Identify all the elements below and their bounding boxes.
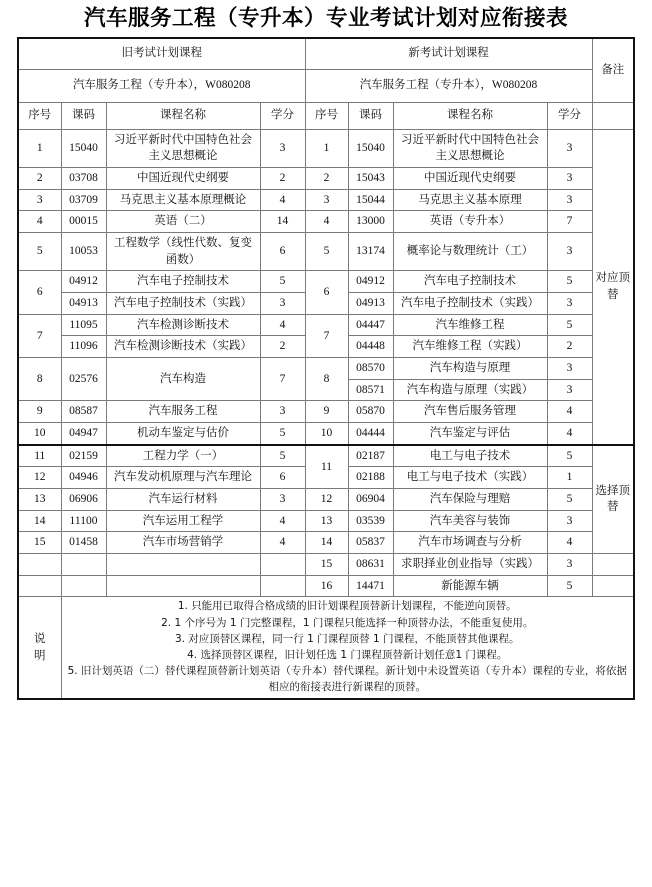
new-credit: 5 <box>547 314 592 336</box>
old-seq: 12 <box>18 467 61 489</box>
new-name: 求职择业创业指导（实践） <box>393 554 547 576</box>
old-seq: 3 <box>18 189 61 211</box>
old-code <box>61 575 106 597</box>
table-row <box>18 211 634 233</box>
new-name: 新能源车辆 <box>393 575 547 597</box>
new-credit: 3 <box>547 379 592 401</box>
remark-empty <box>592 575 634 597</box>
old-code: 02159 <box>61 445 106 467</box>
new-seq: 8 <box>305 358 348 401</box>
old-credit: 3 <box>260 129 305 167</box>
col-remark-spacer <box>592 102 634 129</box>
old-code: 06906 <box>61 489 106 511</box>
col-old-seq: 序号 <box>18 102 61 129</box>
table-row <box>18 575 634 597</box>
old-name: 汽车电子控制技术 <box>106 271 260 293</box>
old-credit: 3 <box>260 401 305 423</box>
col-new-credit: 学分 <box>547 102 592 129</box>
new-code: 04448 <box>348 336 393 358</box>
new-credit: 5 <box>547 489 592 511</box>
old-credit <box>260 554 305 576</box>
new-code: 08571 <box>348 379 393 401</box>
table-body <box>18 129 634 699</box>
old-code: 04912 <box>61 271 106 293</box>
old-credit: 4 <box>260 510 305 532</box>
old-name: 汽车检测诊断技术 <box>106 314 260 336</box>
new-credit: 3 <box>547 510 592 532</box>
new-seq: 3 <box>305 189 348 211</box>
table-row <box>18 129 634 167</box>
old-seq: 9 <box>18 401 61 423</box>
new-credit: 4 <box>547 532 592 554</box>
old-credit: 6 <box>260 467 305 489</box>
major-new: 汽车服务工程（专升本），W080208 <box>305 69 592 102</box>
old-credit: 14 <box>260 211 305 233</box>
old-seq <box>18 554 61 576</box>
old-name: 习近平新时代中国特色社会主义思想概论 <box>106 129 260 167</box>
table-row <box>18 271 634 293</box>
new-code: 15040 <box>348 129 393 167</box>
new-credit: 4 <box>547 423 592 445</box>
new-code: 02188 <box>348 467 393 489</box>
new-name: 汽车美容与装饰 <box>393 510 547 532</box>
old-name: 汽车构造 <box>106 358 260 401</box>
table-row <box>18 189 634 211</box>
new-seq: 4 <box>305 211 348 233</box>
old-code: 04947 <box>61 423 106 445</box>
old-code: 11100 <box>61 510 106 532</box>
old-name: 汽车服务工程 <box>106 401 260 423</box>
notes-label-char-2: 明 <box>34 649 46 662</box>
new-name: 中国近现代史纲要 <box>393 167 547 189</box>
new-credit: 3 <box>547 358 592 380</box>
old-credit: 4 <box>260 532 305 554</box>
old-seq: 1 <box>18 129 61 167</box>
col-old-code: 课码 <box>61 102 106 129</box>
new-credit: 3 <box>547 189 592 211</box>
notes-row <box>18 597 634 699</box>
new-name: 汽车构造与原理 <box>393 358 547 380</box>
new-seq: 5 <box>305 233 348 271</box>
old-code: 15040 <box>61 129 106 167</box>
new-code: 04913 <box>348 293 393 315</box>
table-row <box>18 510 634 532</box>
new-code: 08570 <box>348 358 393 380</box>
old-seq <box>18 575 61 597</box>
col-new-code: 课码 <box>348 102 393 129</box>
new-name: 电工与电子技术（实践） <box>393 467 547 489</box>
header-group-row <box>18 38 634 70</box>
new-name: 汽车维修工程 <box>393 314 547 336</box>
old-seq: 15 <box>18 532 61 554</box>
old-name: 汽车检测诊断技术（实践） <box>106 336 260 358</box>
new-credit: 3 <box>547 554 592 576</box>
old-seq: 14 <box>18 510 61 532</box>
header-major-row <box>18 69 634 102</box>
table-row <box>18 532 634 554</box>
header-old-plan: 旧考试计划课程 <box>18 38 305 70</box>
old-code: 11095 <box>61 314 106 336</box>
old-seq: 10 <box>18 423 61 445</box>
old-code: 01458 <box>61 532 106 554</box>
major-old: 汽车服务工程（专升本），W080208 <box>18 69 305 102</box>
table-row <box>18 233 634 271</box>
new-credit: 5 <box>547 445 592 467</box>
new-name: 汽车电子控制技术（实践） <box>393 293 547 315</box>
old-name: 汽车发动机原理与汽车理论 <box>106 467 260 489</box>
new-code: 14471 <box>348 575 393 597</box>
new-name: 英语（专升本） <box>393 211 547 233</box>
old-seq: 4 <box>18 211 61 233</box>
old-code: 10053 <box>61 233 106 271</box>
old-credit: 5 <box>260 271 305 293</box>
old-name: 工程数学（线性代数、复变函数） <box>106 233 260 271</box>
note-item: 2. 1 个序号为 1 门完整课程，1 门课程只能选择一种顶替办法，不能重复使用。 <box>161 616 534 629</box>
new-seq: 6 <box>305 271 348 314</box>
old-seq: 5 <box>18 233 61 271</box>
new-credit: 5 <box>547 271 592 293</box>
new-credit: 3 <box>547 293 592 315</box>
old-seq: 11 <box>18 445 61 467</box>
col-old-credit: 学分 <box>260 102 305 129</box>
old-credit <box>260 575 305 597</box>
col-new-seq: 序号 <box>305 102 348 129</box>
page-title: 汽车服务工程（专升本）专业考试计划对应衔接表 <box>83 6 568 30</box>
notes-body <box>61 597 634 699</box>
new-code: 04912 <box>348 271 393 293</box>
col-new-name: 课程名称 <box>393 102 547 129</box>
table-row <box>18 489 634 511</box>
new-code: 05870 <box>348 401 393 423</box>
new-seq: 7 <box>305 314 348 357</box>
old-name: 中国近现代史纲要 <box>106 167 260 189</box>
old-credit: 4 <box>260 314 305 336</box>
note-item: 5. 旧计划英语（二）替代课程顶替新计划英语（专升本）替代课程。新计划中未设置英语（专升本）课程的专业，将依据相应的衔接表进行新课程的顶替。 <box>67 665 627 693</box>
new-code: 15043 <box>348 167 393 189</box>
old-seq: 7 <box>18 314 61 357</box>
new-name: 汽车售后服务管理 <box>393 401 547 423</box>
note-item: 3. 对应顶替区课程，同一行 1 门课程顶替 1 门课程，不能顶替其他课程。 <box>174 632 520 645</box>
new-seq: 15 <box>305 554 348 576</box>
new-credit: 4 <box>547 401 592 423</box>
new-code: 13000 <box>348 211 393 233</box>
new-name: 概率论与数理统计（工） <box>393 233 547 271</box>
table-row <box>18 554 634 576</box>
new-code: 05837 <box>348 532 393 554</box>
old-name: 汽车运行材料 <box>106 489 260 511</box>
old-code <box>61 554 106 576</box>
new-credit: 5 <box>547 575 592 597</box>
old-credit: 7 <box>260 358 305 401</box>
old-code: 00015 <box>61 211 106 233</box>
table-row <box>18 358 634 380</box>
new-credit: 3 <box>547 167 592 189</box>
new-seq: 2 <box>305 167 348 189</box>
new-code: 13174 <box>348 233 393 271</box>
table-row <box>18 401 634 423</box>
new-code: 03539 <box>348 510 393 532</box>
old-code: 04946 <box>61 467 106 489</box>
new-seq: 12 <box>305 489 348 511</box>
old-seq: 13 <box>18 489 61 511</box>
new-code: 08631 <box>348 554 393 576</box>
old-credit: 3 <box>260 293 305 315</box>
old-credit: 2 <box>260 167 305 189</box>
old-seq: 6 <box>18 271 61 314</box>
new-credit: 3 <box>547 129 592 167</box>
old-code: 03708 <box>61 167 106 189</box>
old-name: 机动车鉴定与估价 <box>106 423 260 445</box>
new-name: 汽车电子控制技术 <box>393 271 547 293</box>
col-old-name: 课程名称 <box>106 102 260 129</box>
notes-label-char-1: 说 <box>34 632 46 645</box>
new-seq: 16 <box>305 575 348 597</box>
old-code: 02576 <box>61 358 106 401</box>
new-name: 汽车保险与理赔 <box>393 489 547 511</box>
old-name: 汽车电子控制技术（实践） <box>106 293 260 315</box>
new-seq: 10 <box>305 423 348 445</box>
new-credit: 2 <box>547 336 592 358</box>
old-seq: 2 <box>18 167 61 189</box>
new-name: 电工与电子技术 <box>393 445 547 467</box>
old-name: 马克思主义基本原理概论 <box>106 189 260 211</box>
new-seq: 11 <box>305 445 348 489</box>
old-seq: 8 <box>18 358 61 401</box>
old-credit: 2 <box>260 336 305 358</box>
new-seq: 1 <box>305 129 348 167</box>
old-code: 08587 <box>61 401 106 423</box>
new-credit: 7 <box>547 211 592 233</box>
old-name <box>106 554 260 576</box>
note-item: 1. 只能用已取得合格成绩的旧计划课程顶替新计划课程，不能逆向顶替。 <box>177 600 517 613</box>
remark-corresponding: 对应顶替 <box>592 129 634 445</box>
header-column-row <box>18 102 634 129</box>
new-credit: 3 <box>547 233 592 271</box>
new-name: 汽车维修工程（实践） <box>393 336 547 358</box>
old-credit: 4 <box>260 189 305 211</box>
old-code: 11096 <box>61 336 106 358</box>
notes-label <box>18 597 61 699</box>
old-name: 汽车运用工程学 <box>106 510 260 532</box>
new-name: 马克思主义基本原理 <box>393 189 547 211</box>
old-credit: 3 <box>260 489 305 511</box>
new-name: 习近平新时代中国特色社会主义思想概论 <box>393 129 547 167</box>
new-credit: 1 <box>547 467 592 489</box>
new-code: 06904 <box>348 489 393 511</box>
new-name: 汽车鉴定与评估 <box>393 423 547 445</box>
table-row <box>18 314 634 336</box>
header-new-plan: 新考试计划课程 <box>305 38 592 70</box>
old-credit: 5 <box>260 445 305 467</box>
new-seq: 9 <box>305 401 348 423</box>
old-name: 汽车市场营销学 <box>106 532 260 554</box>
note-item: 4. 选择顶替区课程，旧计划任选 1 门课程顶替新计划任意1 门课程。 <box>187 649 508 662</box>
new-seq: 14 <box>305 532 348 554</box>
new-name: 汽车市场调查与分析 <box>393 532 547 554</box>
table-row <box>18 167 634 189</box>
old-name: 工程力学（一） <box>106 445 260 467</box>
course-mapping-table <box>17 37 635 700</box>
new-name: 汽车构造与原理（实践） <box>393 379 547 401</box>
new-code: 02187 <box>348 445 393 467</box>
old-name: 英语（二） <box>106 211 260 233</box>
old-code: 03709 <box>61 189 106 211</box>
remark-optional: 选择顶替 <box>592 445 634 554</box>
new-code: 04444 <box>348 423 393 445</box>
new-seq: 13 <box>305 510 348 532</box>
table-row <box>18 423 634 445</box>
table-head <box>18 38 634 130</box>
old-credit: 6 <box>260 233 305 271</box>
header-remark: 备注 <box>592 38 634 103</box>
old-credit: 5 <box>260 423 305 445</box>
new-code: 15044 <box>348 189 393 211</box>
old-code: 04913 <box>61 293 106 315</box>
table-row <box>18 445 634 467</box>
new-code: 04447 <box>348 314 393 336</box>
old-name <box>106 575 260 597</box>
